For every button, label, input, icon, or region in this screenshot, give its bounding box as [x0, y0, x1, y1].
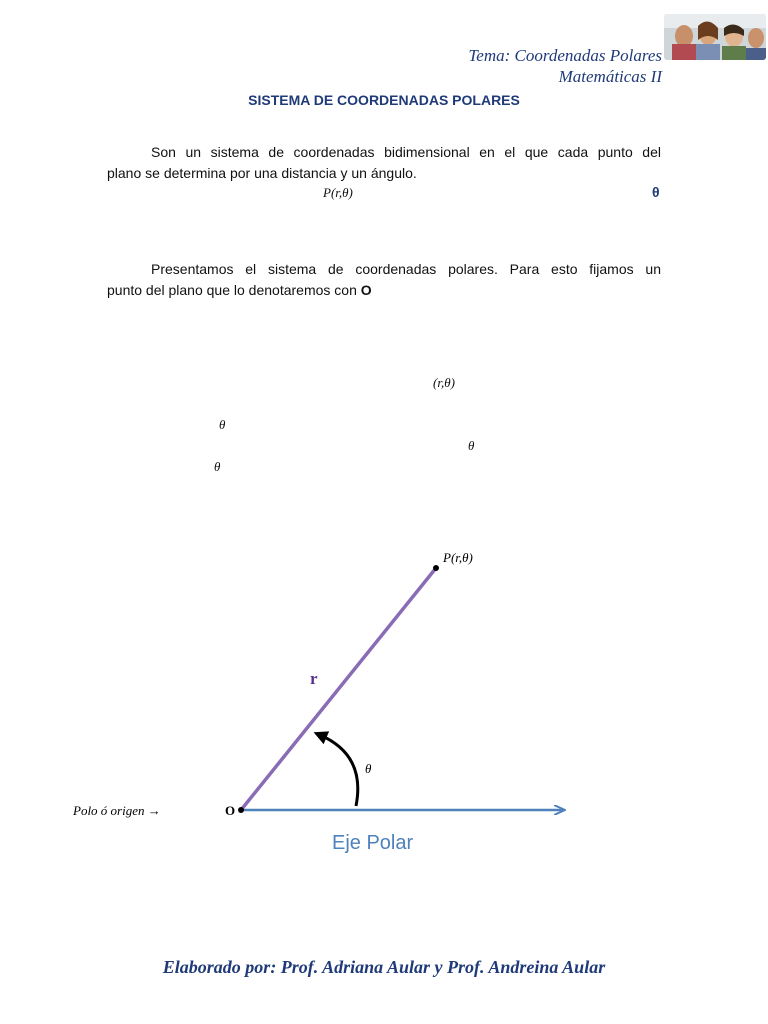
point-label: P(r,θ)	[443, 550, 473, 565]
polar-axis-label: Eje Polar	[332, 832, 414, 854]
origin-symbol: O	[360, 282, 372, 298]
polar-diagram	[0, 530, 768, 870]
paragraph-intro-line2: plano se determina por una distancia y un ángulo.	[107, 165, 417, 181]
radius-ray	[241, 568, 436, 810]
coordinate-pair: (r,θ)	[433, 375, 455, 390]
page-title: SISTEMA DE COORDENADAS POLARES	[248, 92, 520, 108]
footer-credits: Elaborado por: Prof. Adriana Aular y Prof. Andreina Aular	[162, 957, 606, 977]
header-topic: Tema: Coordenadas Polares	[468, 46, 662, 65]
theta-fragment-2: θ	[468, 438, 475, 453]
theta-fragment-3: θ	[214, 459, 221, 474]
paragraph-intro-line1: Son un sistema de coordenadas bidimensional en el que cada punto del	[151, 144, 661, 160]
header-photo	[664, 14, 766, 60]
theta-fragment-1: θ	[219, 417, 226, 432]
paragraph-pole-line2: punto del plano que lo denotaremos con	[107, 282, 361, 298]
pole-label: Polo ó origen →	[73, 803, 161, 818]
point-p	[433, 565, 439, 571]
paragraph-pole-line1: Presentamos el sistema de coordenadas polares. Para esto fijamos un	[151, 261, 661, 277]
radius-label: r	[310, 669, 318, 688]
origin-label: O	[225, 803, 236, 818]
paragraph-intro	[107, 142, 661, 184]
origin-point	[238, 807, 244, 813]
angle-arc	[320, 735, 358, 806]
paragraph-pole	[107, 259, 661, 301]
header-subject: Matemáticas II	[558, 67, 662, 86]
angle-label: θ	[365, 761, 372, 776]
formula-point: P(r,θ)	[323, 185, 353, 200]
theta-symbol: θ	[652, 184, 660, 200]
